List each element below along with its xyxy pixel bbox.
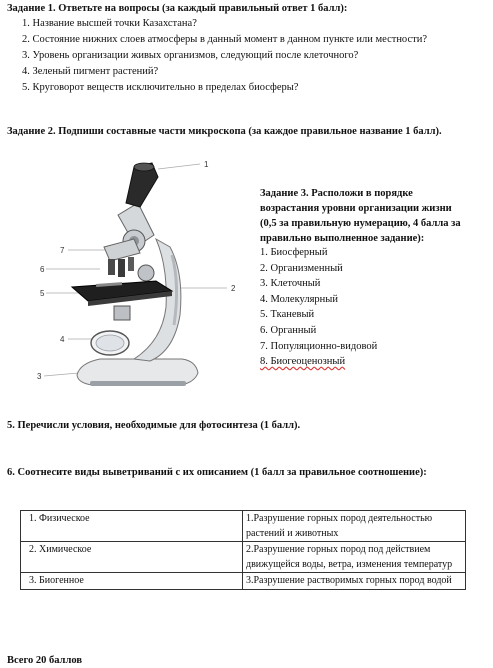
task1-question: 3. Уровень организации живых организмов, следующий после клеточного? [22,50,359,61]
weathering-description-cell: 2.Разрушение горных пород под действием движущейся воды, ветра, изменения температур [243,542,466,573]
weathering-match-table [20,510,466,590]
task6-title: 6. Соотнесите виды выветриваний с их описанием (1 балл за правильное соотношение): [7,467,427,478]
weathering-type-cell: 3. Биогенное [21,573,243,590]
microscope-diagram [22,155,250,395]
table-row [21,511,466,542]
label-4: 4 [60,335,65,344]
task5-title: 5. Перечисли условия, необходимые для фотосинтеза (1 балл). [7,420,301,431]
level-item: 5. Тканевый [260,309,315,321]
task1-question: 4. Зеленый пигмент растений? [22,66,159,77]
table-row [21,542,466,573]
base-edge [90,381,186,386]
task1-question: 1. Название высшей точки Казахстана? [22,18,197,29]
revolver [104,239,140,261]
fine-focus-knob [138,265,154,281]
label-1: 1 [204,160,209,169]
task3-title: Задание 3. Расположи в порядке возрастания уровни организации жизни (0,5 за правильную нумерацию, 4 балла за правильно выполненное задание): [260,188,461,244]
label-6: 6 [40,265,45,274]
objective-lens [128,257,134,271]
level-item: 7. Популяционно-видовой [260,340,378,352]
label-5: 5 [40,289,45,298]
level-item: 3. Клеточный [260,278,321,290]
task3-block [260,186,470,371]
weathering-type-cell: 2. Химическое [21,542,243,573]
label-7: 7 [60,246,65,255]
condenser [114,306,130,320]
level-item: 8. Биогеоценозный [260,356,346,368]
task1-question: 2. Состояние нижних слоев атмосферы в данный момент в данном пункте или местности? [22,34,427,45]
table-row [21,573,466,590]
level-item: 4. Молекулярный [260,293,338,305]
weathering-type-cell: 1. Физическое [21,511,243,542]
weathering-description-cell: 1.Разрушение горных пород деятельностью растений и животных [243,511,466,542]
objective-lens [108,259,115,275]
objective-lens [118,259,125,277]
total-score: Всего 20 баллов [7,655,82,666]
task2-title: Задание 2. Подпиши составные части микроскопа (за каждое правильное название 1 балл). [7,126,442,137]
level-item: 6. Органный [260,324,317,336]
level-item: 2. Организменный [260,262,343,274]
task1-title: Задание 1. Ответьте на вопросы (за каждый правильный ответ 1 балл): [7,3,348,14]
level-item: 1. Биосферный [260,247,328,258]
weathering-description-cell: 3.Разрушение растворимых горных пород водой [243,573,466,590]
task3-level-list [260,246,470,371]
label-2: 2 [231,284,236,293]
label-3: 3 [37,372,42,381]
task1-question-list [22,17,427,97]
task1-question: 5. Круговорот веществ исключительно в пределах биосферы? [22,82,299,93]
